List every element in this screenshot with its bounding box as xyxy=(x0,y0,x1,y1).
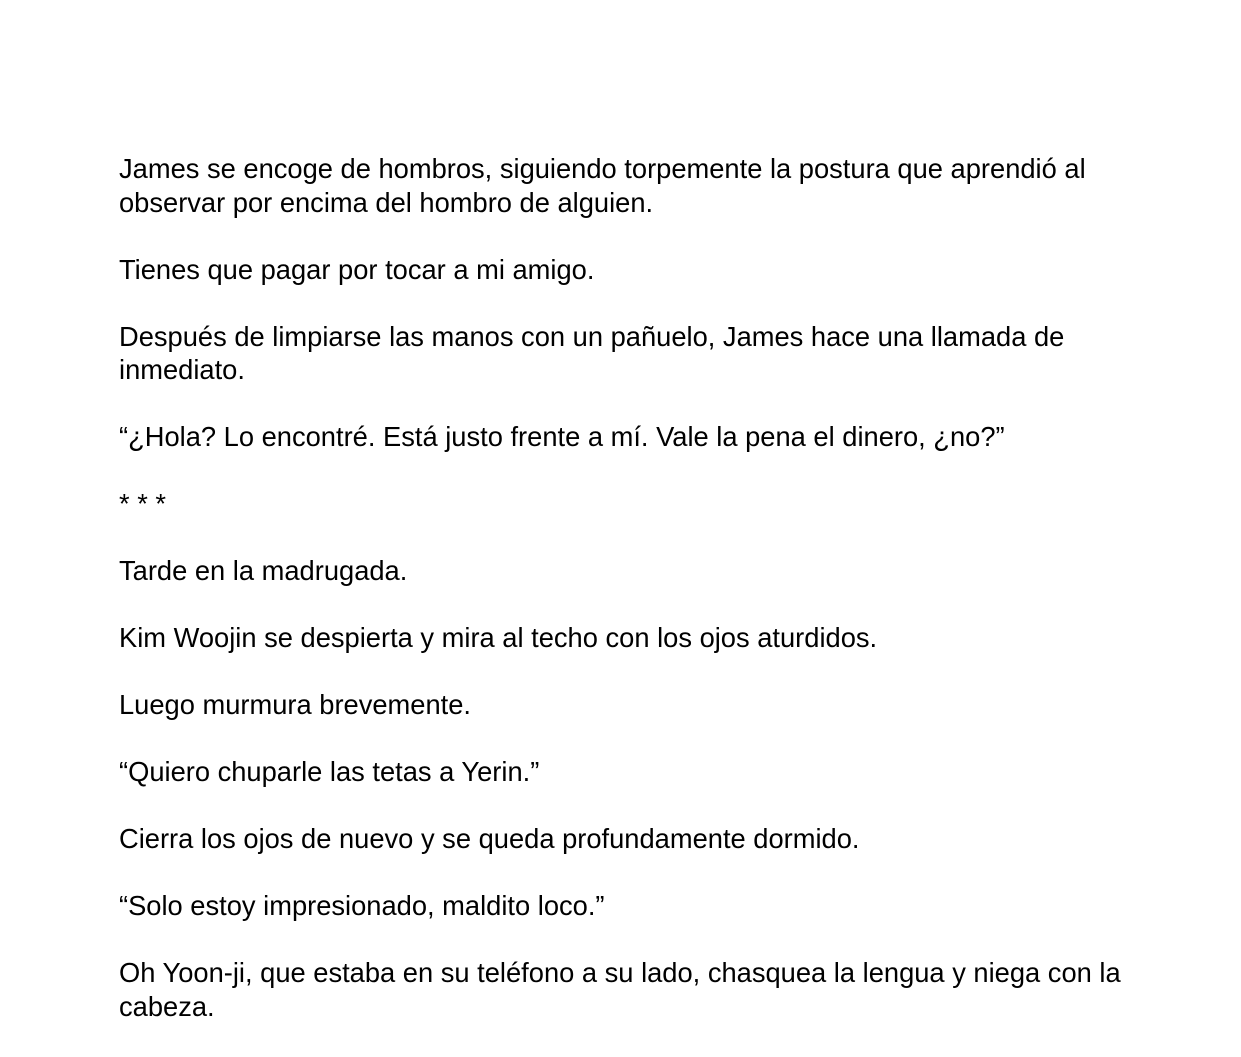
document-body xyxy=(119,152,1129,1057)
paragraph-8: “Quiero chuparle las tetas a Yerin.” xyxy=(119,756,540,787)
paragraph-1: James se encoge de hombros, siguiendo torpemente la postura que aprendió al observar por encima del hombro de alguien. xyxy=(119,153,1086,218)
paragraph-2: Tienes que pagar por tocar a mi amigo. xyxy=(119,253,595,285)
paragraph-11: Oh Yoon-ji, que estaba en su teléfono a su lado, chasquea la lengua y niega con la cabeza. xyxy=(119,957,1121,1022)
paragraph-5: Tarde en la madrugada. xyxy=(119,555,408,586)
paragraph-4: “¿Hola? Lo encontré. Está justo frente a mí. Vale la pena el dinero, ¿no?” xyxy=(119,421,1005,452)
paragraph-3: Después de limpiarse las manos con un pañuelo, James hace una llamada de inmediato. xyxy=(119,320,1065,385)
scene-break: * * * xyxy=(119,488,167,519)
paragraph-9: Cierra los ojos de nuevo y se queda profundamente dormido. xyxy=(119,823,860,854)
paragraph-6: Kim Woojin se despierta y mira al techo con los ojos aturdidos. xyxy=(119,622,878,653)
paragraph-7: Luego murmura brevemente. xyxy=(119,689,472,720)
paragraph-10: “Solo estoy impresionado, maldito loco.” xyxy=(119,890,605,921)
